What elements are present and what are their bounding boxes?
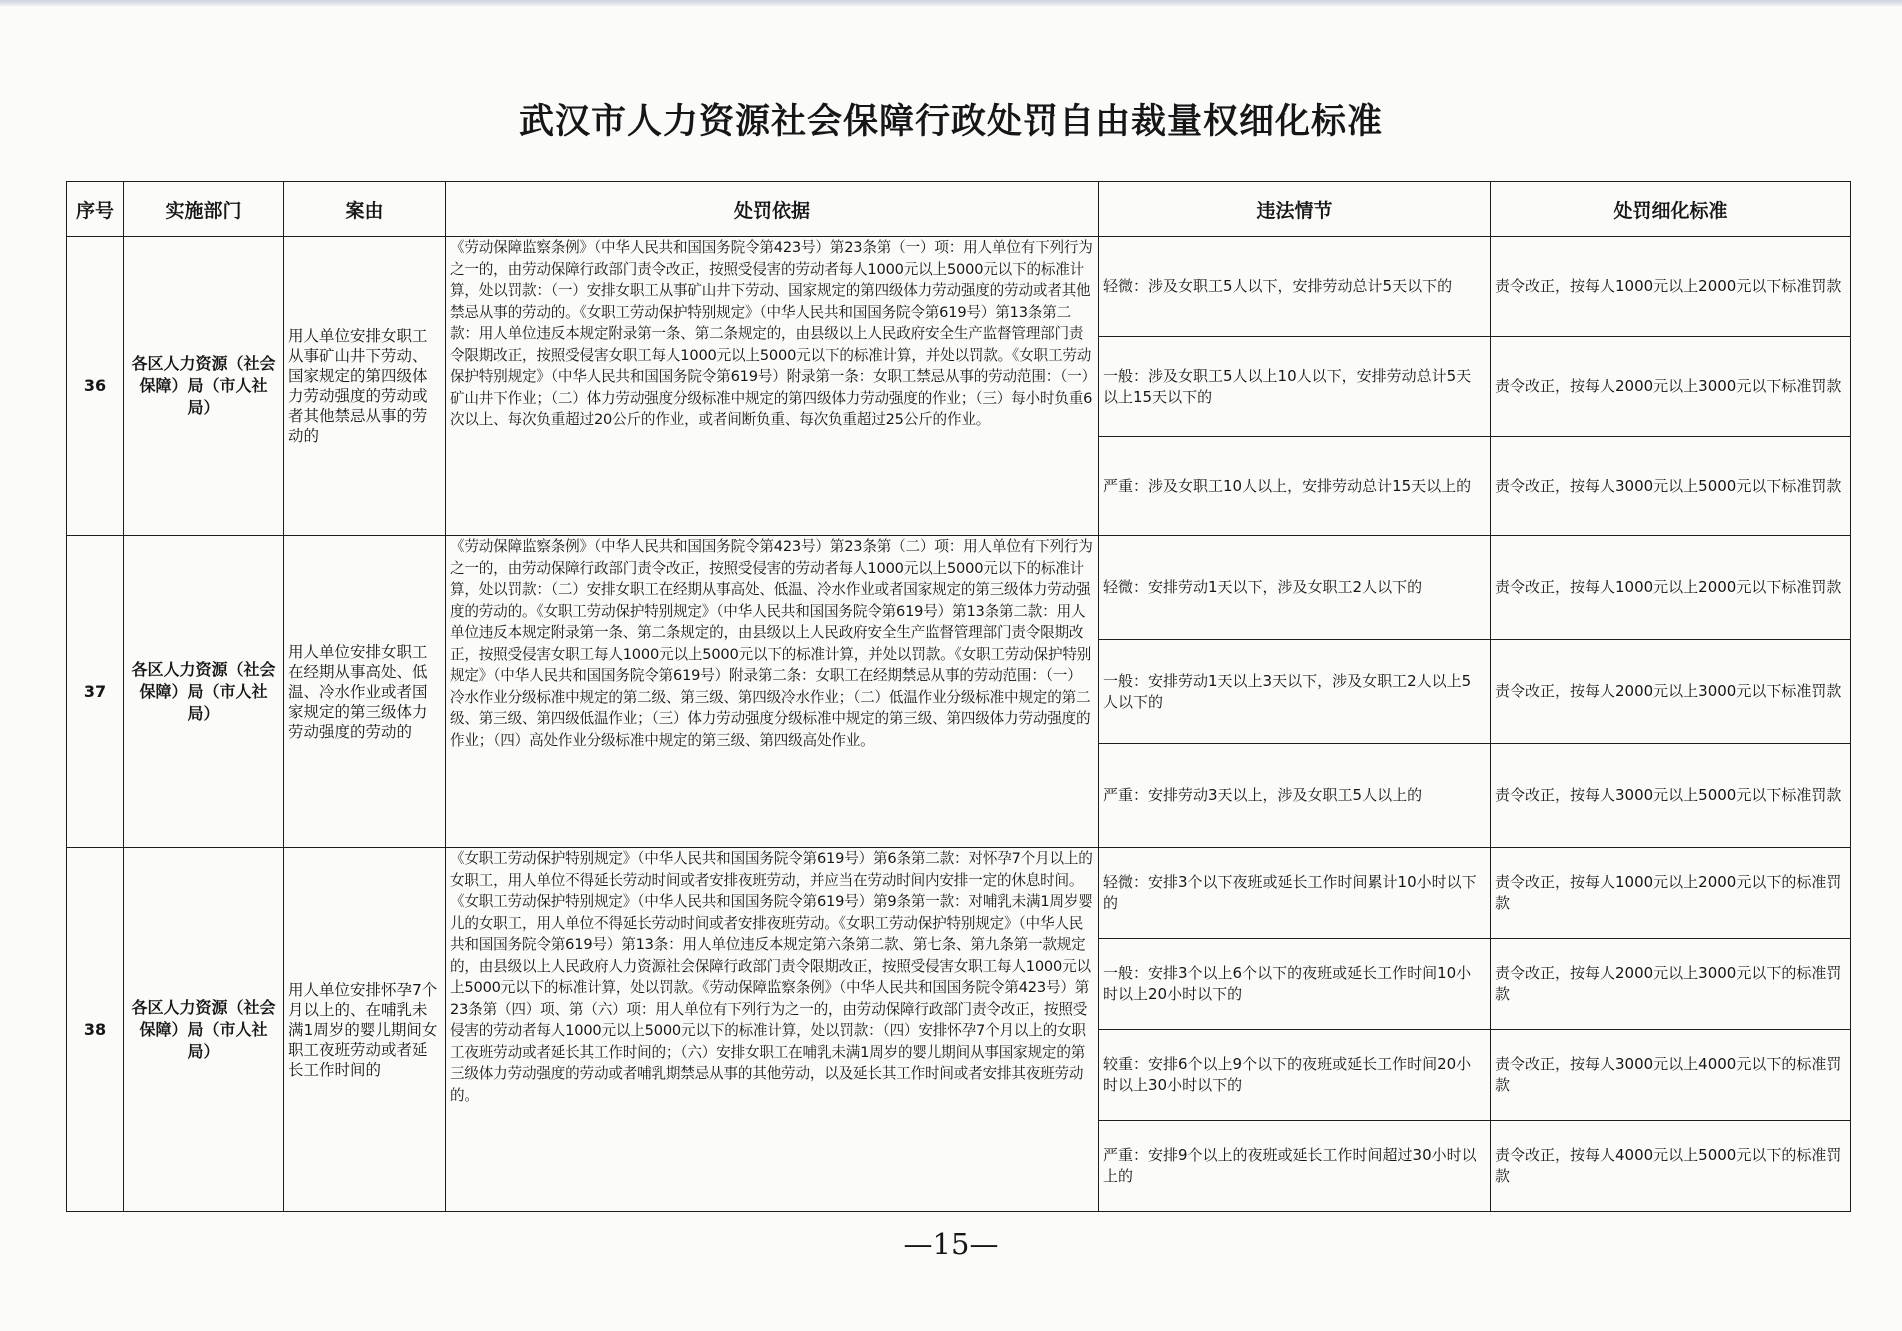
header-detail: 违法情节 (1099, 182, 1491, 237)
violation-detail-cell: 严重：安排9个以上的夜班或延长工作时间超过30小时以上的 (1099, 1121, 1491, 1212)
header-reason: 案由 (284, 182, 446, 237)
penalty-standard-cell: 责令改正，按每人2000元以上3000元以下的标准罚款 (1491, 939, 1851, 1030)
header-no: 序号 (67, 182, 124, 237)
violation-detail-cell: 一般：涉及女职工5人以上10人以下，安排劳动总计5天以上15天以下的 (1099, 337, 1491, 437)
violation-detail-cell: 一般：安排劳动1天以上3天以下，涉及女职工2人以上5人以下的 (1099, 640, 1491, 744)
document-title: 武汉市人力资源社会保障行政处罚自由裁量权细化标准 (518, 101, 1383, 142)
table-row (67, 237, 1851, 337)
violation-detail-cell: 轻微：安排3个以下夜班或延长工作时间累计10小时以下的 (1099, 848, 1491, 939)
case-reason-cell: 用人单位安排女职工从事矿山井下劳动、国家规定的第四级体力劳动强度的劳动或者其他禁忌从事的劳动的 (284, 237, 446, 536)
penalty-standard-cell: 责令改正，按每人1000元以上2000元以下标准罚款 (1491, 237, 1851, 337)
row-number: 36 (67, 237, 124, 536)
header-dept: 实施部门 (124, 182, 284, 237)
row-number: 37 (67, 536, 124, 848)
table-row (67, 536, 1851, 640)
department-cell: 各区人力资源（社会保障）局（市人社局） (124, 848, 284, 1212)
penalty-standard-cell: 责令改正，按每人3000元以上5000元以下标准罚款 (1491, 437, 1851, 536)
case-reason-cell: 用人单位安排怀孕7个月以上的、在哺乳未满1周岁的婴儿期间女职工夜班劳动或者延长工作时间的 (284, 848, 446, 1212)
case-reason-cell: 用人单位安排女职工在经期从事高处、低温、冷水作业或者国家规定的第三级体力劳动强度的劳动的 (284, 536, 446, 848)
penalty-standard-cell: 责令改正，按每人3000元以上4000元以下的标准罚款 (1491, 1030, 1851, 1121)
violation-detail-cell: 一般：安排3个以上6个以下的夜班或延长工作时间10小时以上20小时以下的 (1099, 939, 1491, 1030)
violation-detail-cell: 严重：涉及女职工10人以上，安排劳动总计15天以上的 (1099, 437, 1491, 536)
header-basis: 处罚依据 (446, 182, 1099, 237)
table-row (67, 848, 1851, 939)
page-number: —15— (903, 1227, 999, 1261)
violation-detail-cell: 轻微：安排劳动1天以下，涉及女职工2人以下的 (1099, 536, 1491, 640)
department-cell: 各区人力资源（社会保障）局（市人社局） (124, 536, 284, 848)
department-cell: 各区人力资源（社会保障）局（市人社局） (124, 237, 284, 536)
header-standard: 处罚细化标准 (1491, 182, 1851, 237)
penalty-standard-cell: 责令改正，按每人2000元以上3000元以下标准罚款 (1491, 337, 1851, 437)
violation-detail-cell: 较重：安排6个以上9个以下的夜班或延长工作时间20小时以上30小时以下的 (1099, 1030, 1491, 1121)
penalty-basis-cell: 《劳动保障监察条例》（中华人民共和国国务院令第423号）第23条第（二）项：用人单位有下列行为之一的，由劳动保障行政部门责令改正，按照受侵害的劳动者每人1000元以上5000元以下的标准计算，处以罚款：（二）安排女职工在经期从事高处、低温、冷水作业或者国家规定的第三级体力劳动强度的劳动的。《女职工劳动保护特别规定》（中华人民共和国国务院令第619号）第13条第二款：用人单位违反本规定附录第一条、第二条规定的，由县级以上人民政府安全生产监督管理部门责令限期改正，按照受侵害女职工每人1000元以上5000元以下的标准计算，并处以罚款。《女职工劳动保护特别规定》（中华人民共和国国务院令第619号）附录第二条：女职工在经期禁忌从事的劳动范围：（一）冷水作业分级标准中规定的第二级、第三级、第四级冷水作业；（二）低温作业分级标准中规定的第二级、第三级、第四级低温作业；（三）体力劳动强度分级标准中规定的第三级、第四级体力劳动强度的作业；（四）高处作业分级标准中规定的第三级、第四级高处作业。 (446, 536, 1099, 848)
penalty-standard-cell: 责令改正，按每人1000元以上2000元以下标准罚款 (1491, 536, 1851, 640)
table-header-row (67, 182, 1851, 237)
row-number: 38 (67, 848, 124, 1212)
penalty-basis-cell: 《劳动保障监察条例》（中华人民共和国国务院令第423号）第23条第（一）项：用人单位有下列行为之一的，由劳动保障行政部门责令改正，按照受侵害的劳动者每人1000元以上5000元以下的标准计算，处以罚款：（一）安排女职工从事矿山井下劳动、国家规定的第四级体力劳动强度的劳动或者其他禁忌从事的劳动的。《女职工劳动保护特别规定》（中华人民共和国国务院令第619号）第13条第二款：用人单位违反本规定附录第一条、第二条规定的，由县级以上人民政府安全生产监督管理部门责令限期改正，按照受侵害女职工每人1000元以上5000元以下的标准计算，并处以罚款。《女职工劳动保护特别规定》（中华人民共和国国务院令第619号）附录第一条：女职工禁忌从事的劳动范围：（一）矿山井下作业；（二）体力劳动强度分级标准中规定的第四级体力劳动强度的作业；（三）每小时负重6次以上、每次负重超过20公斤的作业，或者间断负重、每次负重超过25公斤的作业。 (446, 237, 1099, 536)
violation-detail-cell: 轻微：涉及女职工5人以下，安排劳动总计5天以下的 (1099, 237, 1491, 337)
penalty-standard-cell: 责令改正，按每人2000元以上3000元以下标准罚款 (1491, 640, 1851, 744)
penalty-standard-cell: 责令改正，按每人1000元以上2000元以下的标准罚款 (1491, 848, 1851, 939)
penalty-standard-cell: 责令改正，按每人3000元以上5000元以下标准罚款 (1491, 744, 1851, 848)
penalty-standards-table (66, 181, 1851, 1212)
scan-edge (0, 0, 1902, 6)
penalty-basis-cell: 《女职工劳动保护特别规定》（中华人民共和国国务院令第619号）第6条第二款：对怀孕7个月以上的女职工，用人单位不得延长劳动时间或者安排夜班劳动，并应当在劳动时间内安排一定的休息时间。《女职工劳动保护特别规定》（中华人民共和国国务院令第619号）第9条第一款：对哺乳未满1周岁婴儿的女职工，用人单位不得延长劳动时间或者安排夜班劳动。《女职工劳动保护特别规定》（中华人民共和国国务院令第619号）第13条：用人单位违反本规定第六条第二款、第七条、第九条第一款规定的，由县级以上人民政府人力资源社会保障行政部门责令限期改正，按照受侵害女职工每人1000元以上5000元以下的标准计算，处以罚款。《劳动保障监察条例》（中华人民共和国国务院令第423号）第23条第（四）项、第（六）项：用人单位有下列行为之一的，由劳动保障行政部门责令改正，按照受侵害的劳动者每人1000元以上5000元以下的标准计算，处以罚款：（四）安排怀孕7个月以上的女职工夜班劳动或者延长其工作时间的；（六）安排女职工在哺乳未满1周岁的婴儿期间从事国家规定的第三级体力劳动强度的劳动或者哺乳期禁忌从事的其他劳动，以及延长其工作时间或者安排其夜班劳动的。 (446, 848, 1099, 1212)
violation-detail-cell: 严重：安排劳动3天以上，涉及女职工5人以上的 (1099, 744, 1491, 848)
penalty-standard-cell: 责令改正，按每人4000元以上5000元以下的标准罚款 (1491, 1121, 1851, 1212)
